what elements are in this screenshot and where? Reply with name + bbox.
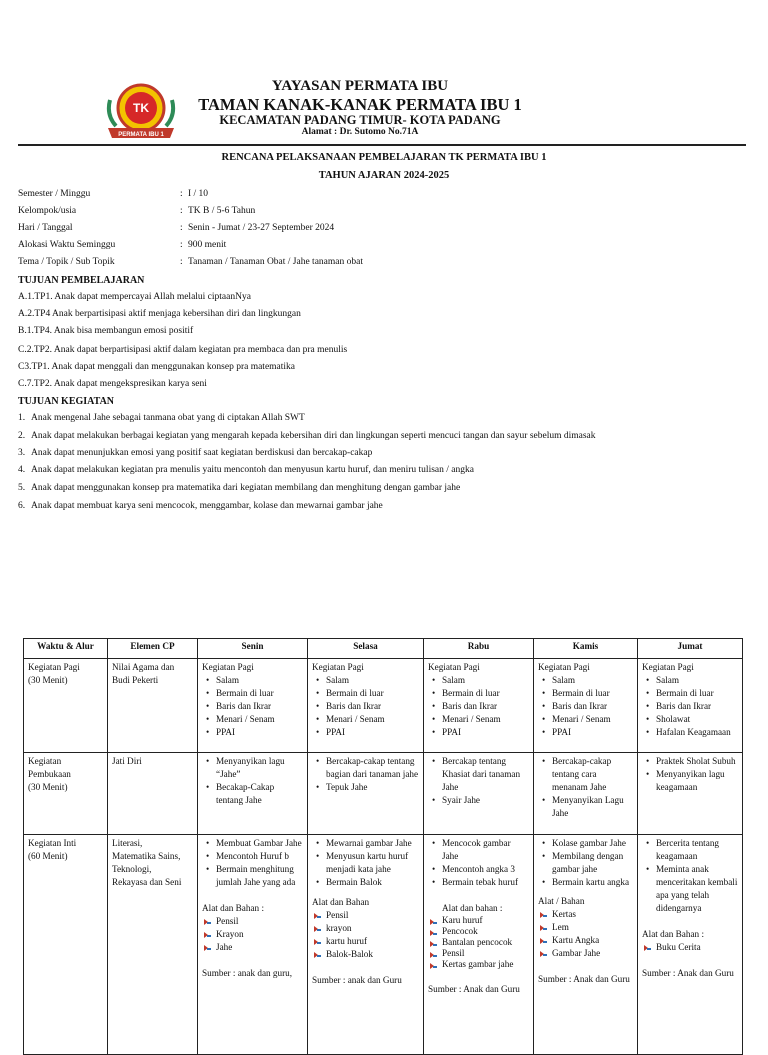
list-item: • Salam xyxy=(216,674,303,687)
alat-label: Alat dan Bahan xyxy=(312,897,370,907)
info-value: 900 menit xyxy=(188,240,227,250)
sumber-text: Sumber : Anak dan Guru xyxy=(642,968,734,978)
list-item: • Menari / Senam xyxy=(216,713,303,726)
tk-item xyxy=(18,483,460,493)
header-rabu: Rabu xyxy=(424,639,534,659)
tp-item: B.1.TP4. Anak bisa membangun emosi positif xyxy=(18,326,194,336)
cell-text: Literasi, xyxy=(112,838,143,848)
info-value: I / 10 xyxy=(188,189,209,199)
tk-item xyxy=(18,431,596,441)
waktu-cell xyxy=(24,835,108,1055)
material-item: krayon xyxy=(326,922,419,935)
waktu-cell xyxy=(24,753,108,835)
list-item: • Menyanyikan lagu “Jahe” xyxy=(216,755,303,781)
elemen-cell xyxy=(108,659,198,753)
list-item: • Becakap-Cakap tentang Jahe xyxy=(216,781,303,807)
tp-item: C3.TP1. Anak dapat menggali dan menggunakan konsep pra matematika xyxy=(18,362,296,372)
kamis-cell xyxy=(534,659,638,753)
header-jumat: Jumat xyxy=(638,639,743,659)
list-item: • Sholawat xyxy=(656,713,738,726)
school-address: Alamat : Dr. Sutomo No.71A xyxy=(301,127,419,137)
kamis-cell xyxy=(534,753,638,835)
jumat-cell xyxy=(638,835,743,1055)
material-item: Balok-Balok xyxy=(326,948,419,961)
tp-item: A.2.TP4 Anak berpartisipasi aktif menjaga kebersihan diri dan lingkungan xyxy=(18,309,301,319)
list-item: • Baris dan Ikrar xyxy=(442,700,529,713)
info-sep: : xyxy=(180,206,183,216)
tk-num: 3. xyxy=(18,448,26,458)
sumber-text: Sumber : Anak dan Guru xyxy=(428,984,520,994)
list-item: • Menari / Senam xyxy=(552,713,633,726)
table-row xyxy=(24,835,743,1055)
list-item: • Menyanyikan lagu keagamaan xyxy=(656,768,738,794)
table-row xyxy=(24,659,743,753)
list-item: • Meminta anak menceritakan kembali apa yang telah didengarnya xyxy=(656,863,738,915)
material-item: Jahe xyxy=(216,941,303,954)
waktu-cell xyxy=(24,659,108,753)
tk-item xyxy=(18,465,474,475)
rabu-cell xyxy=(424,835,534,1055)
list-item: • Salam xyxy=(442,674,529,687)
tujuan-kegiatan-heading: TUJUAN KEGIATAN xyxy=(18,396,115,407)
sumber-text: Sumber : anak dan Guru xyxy=(312,975,402,985)
table-header-row xyxy=(24,639,743,659)
table-row xyxy=(24,753,743,835)
sumber-text: Sumber : Anak dan Guru xyxy=(538,974,630,984)
cell-text: Pembukaan xyxy=(28,769,71,779)
tk-num: 6. xyxy=(18,501,26,511)
header-elemen: Elemen CP xyxy=(108,639,198,659)
cell-text: (30 Menit) xyxy=(28,675,68,685)
list-item: • PPAI xyxy=(552,726,633,739)
alat-label: Alat dan Bahan : xyxy=(202,903,264,913)
alat-label: Alat / Bahan xyxy=(538,896,585,906)
info-label: Tema / Topik / Sub Topik xyxy=(18,257,115,267)
info-value: Tanaman / Tanaman Obat / Jahe tanaman obat xyxy=(188,257,363,267)
cell-text: Kegiatan Inti xyxy=(28,838,77,848)
list-item: • Bercakap tentang Khasiat dari tanaman Jahe xyxy=(442,755,529,794)
foundation-name: YAYASAN PERMATA IBU xyxy=(271,78,449,94)
cell-text: Nilai Agama dan xyxy=(112,662,175,672)
school-name: TAMAN KANAK-KANAK PERMATA IBU 1 xyxy=(198,95,522,114)
tk-item xyxy=(18,501,383,511)
list-item: • Bercerita tentang keagamaan xyxy=(656,837,738,863)
info-label: Alokasi Waktu Seminggu xyxy=(18,240,116,250)
cell-text: (60 Menit) xyxy=(28,851,68,861)
material-item: Lem xyxy=(552,921,633,934)
tk-text: Anak dapat menggunakan konsep pra matematika dari kegiatan membilang dan menghitung dengan gambar jahe xyxy=(31,483,461,493)
activity-table xyxy=(23,638,743,1055)
list-item: • Tepuk Jahe xyxy=(326,781,419,794)
tk-text: Anak dapat menunjukkan emosi yang positif saat kegiatan berdiskusi dan bercakap-cakap xyxy=(31,448,373,458)
list-item: • Bermain di luar xyxy=(656,687,738,700)
tk-num: 1. xyxy=(18,413,26,423)
tk-item xyxy=(18,448,372,458)
alat-label: Alat dan bahan : xyxy=(442,903,503,913)
material-item: Gambar Jahe xyxy=(552,947,633,960)
doc-title: RENCANA PELAKSANAAN PEMBELAJARAN TK PERMATA IBU 1 xyxy=(221,152,547,163)
list-item: • Baris dan Ikrar xyxy=(552,700,633,713)
cell-text: Jati Diri xyxy=(112,756,142,766)
header-selasa: Selasa xyxy=(308,639,424,659)
material-item: Pensil xyxy=(442,948,529,959)
list-item: • Membuat Gambar Jahe xyxy=(216,837,303,850)
selasa-cell xyxy=(308,753,424,835)
list-item: • Membilang dengan gambar jahe xyxy=(552,850,633,876)
senin-cell xyxy=(198,835,308,1055)
cell-text: (30 Menit) xyxy=(28,782,68,792)
header-kamis: Kamis xyxy=(534,639,638,659)
list-item: • Salam xyxy=(552,674,633,687)
list-item: • Menari / Senam xyxy=(326,713,419,726)
list-item: • Bermain di luar xyxy=(216,687,303,700)
list-item: • Mewarnai gambar Jahe xyxy=(326,837,419,850)
rabu-cell xyxy=(424,753,534,835)
cell-text: Rekayasa dan Seni xyxy=(112,877,182,887)
jumat-cell xyxy=(638,659,743,753)
cell-text: Matematika Sains, xyxy=(112,851,181,861)
alat-label: Alat dan Bahan : xyxy=(642,929,704,939)
list-item: • Syair Jahe xyxy=(442,794,529,807)
material-item: Kertas xyxy=(552,908,633,921)
header-divider xyxy=(18,144,746,146)
senin-cell xyxy=(198,659,308,753)
tk-text: Anak dapat melakukan kegiatan pra menulis yaitu mencontoh dan menyusun kartu huruf, dan meniru tulisan / angka xyxy=(31,465,474,475)
list-item: • PPAI xyxy=(326,726,419,739)
tujuan-pembelajaran-heading: TUJUAN PEMBELAJARAN xyxy=(18,275,145,286)
material-item: Kartu Angka xyxy=(552,934,633,947)
rabu-cell xyxy=(424,659,534,753)
info-sep: : xyxy=(180,189,183,199)
list-item: • Praktek Sholat Subuh xyxy=(656,755,738,768)
info-sep: : xyxy=(180,257,183,267)
list-item: • Bermain Balok xyxy=(326,876,419,889)
material-item: Pencocok xyxy=(442,926,529,937)
selasa-cell xyxy=(308,835,424,1055)
material-item: Pensil xyxy=(326,909,419,922)
cell-text: Budi Pekerti xyxy=(112,675,159,685)
district-name: KECAMATAN PADANG TIMUR- KOTA PADANG xyxy=(219,113,501,127)
info-value: Senin - Jumat / 23-27 September 2024 xyxy=(188,223,335,233)
tk-text: Anak mengenal Jahe sebagai tanmana obat yang di ciptakan Allah SWT xyxy=(31,413,305,423)
material-item: Bantalan pencocok xyxy=(442,937,529,948)
cell-title: Kegiatan Pagi xyxy=(202,662,254,672)
tk-num: 5. xyxy=(18,483,26,493)
material-item: Kertas gambar jahe xyxy=(442,959,529,970)
info-sep: : xyxy=(180,240,183,250)
info-label: Hari / Tanggal xyxy=(18,223,73,233)
material-item: kartu huruf xyxy=(326,935,419,948)
list-item: • Mencocok gambar Jahe xyxy=(442,837,529,863)
header-senin: Senin xyxy=(198,639,308,659)
info-value: TK B / 5-6 Tahun xyxy=(188,206,256,216)
tp-item: C.7.TP2. Anak dapat mengekspresikan karya seni xyxy=(18,379,207,389)
kamis-cell xyxy=(534,835,638,1055)
list-item: • Menyusun kartu huruf menjadi kata jahe xyxy=(326,850,419,876)
list-item: • Bermain di luar xyxy=(552,687,633,700)
logo-text: TK xyxy=(133,101,149,115)
tk-text: Anak dapat membuat karya seni mencocok, menggambar, kolase dan mewarnai gambar jahe xyxy=(31,501,383,511)
list-item: • Baris dan Ikrar xyxy=(326,700,419,713)
cell-title: Kegiatan Pagi xyxy=(538,662,590,672)
cell-title: Kegiatan Pagi xyxy=(642,662,694,672)
logo-ribbon-text: PERMATA IBU 1 xyxy=(118,132,164,138)
header-waktu: Waktu & Alur xyxy=(24,639,108,659)
list-item: • Bermain menghitung jumlah Jahe yang ada xyxy=(216,863,303,889)
tp-item: C.2.TP2. Anak dapat berpartisipasi aktif dalam kegiatan pra membaca dan pra menulis xyxy=(18,345,348,355)
cell-text: Teknologi, xyxy=(112,864,152,874)
material-item: Pensil xyxy=(216,915,303,928)
info-sep: : xyxy=(180,223,183,233)
tk-num: 4. xyxy=(18,465,26,475)
cell-text: Kegiatan Pagi xyxy=(28,662,80,672)
list-item: • Salam xyxy=(326,674,419,687)
list-item: • Bercakap-cakap tentang cara menanam Jahe xyxy=(552,755,633,794)
tk-text: Anak dapat melakukan berbagai kegiatan yang mengarah kepada kebersihan diri dan lingkungan seperti mencuci tangan dan sayur sebelum dimasak xyxy=(31,431,596,441)
jumat-cell xyxy=(638,753,743,835)
cell-text: Kegiatan xyxy=(28,756,62,766)
cell-title: Kegiatan Pagi xyxy=(428,662,480,672)
tk-num: 2. xyxy=(18,431,26,441)
list-item: • PPAI xyxy=(442,726,529,739)
tp-item: A.1.TP1. Anak dapat mempercayai Allah melalui ciptaanNya xyxy=(18,292,251,302)
elemen-cell xyxy=(108,753,198,835)
info-label: Kelompok/usia xyxy=(18,206,77,216)
material-item: Buku Cerita xyxy=(656,941,738,954)
list-item: • Hafalan Keagamaan xyxy=(656,726,738,739)
tk-item xyxy=(18,413,305,423)
info-label: Semester / Minggu xyxy=(18,189,91,199)
list-item: • Bermain tebak huruf xyxy=(442,876,529,889)
list-item: • PPAI xyxy=(216,726,303,739)
list-item: • Menyanyikan Lagu Jahe xyxy=(552,794,633,820)
sumber-text: Sumber : anak dan guru, xyxy=(202,968,293,978)
list-item: • Mencontoh angka 3 xyxy=(442,863,529,876)
list-item: • Menari / Senam xyxy=(442,713,529,726)
list-item: • Kolase gambar Jahe xyxy=(552,837,633,850)
elemen-cell xyxy=(108,835,198,1055)
list-item: • Bercakap-cakap tentang bagian dari tanaman jahe xyxy=(326,755,419,781)
doc-year: TAHUN AJARAN 2024-2025 xyxy=(318,170,450,181)
list-item: • Bermain di luar xyxy=(326,687,419,700)
material-item: Karu huruf xyxy=(442,915,529,926)
cell-title: Kegiatan Pagi xyxy=(312,662,364,672)
list-item: • Salam xyxy=(656,674,738,687)
list-item: • Bermain kartu angka xyxy=(552,876,633,889)
material-item: Krayon xyxy=(216,928,303,941)
list-item: • Bermain di luar xyxy=(442,687,529,700)
list-item: • Mencontoh Huruf b xyxy=(216,850,303,863)
senin-cell xyxy=(198,753,308,835)
list-item: • Baris dan Ikrar xyxy=(216,700,303,713)
selasa-cell xyxy=(308,659,424,753)
list-item: • Baris dan Ikrar xyxy=(656,700,738,713)
